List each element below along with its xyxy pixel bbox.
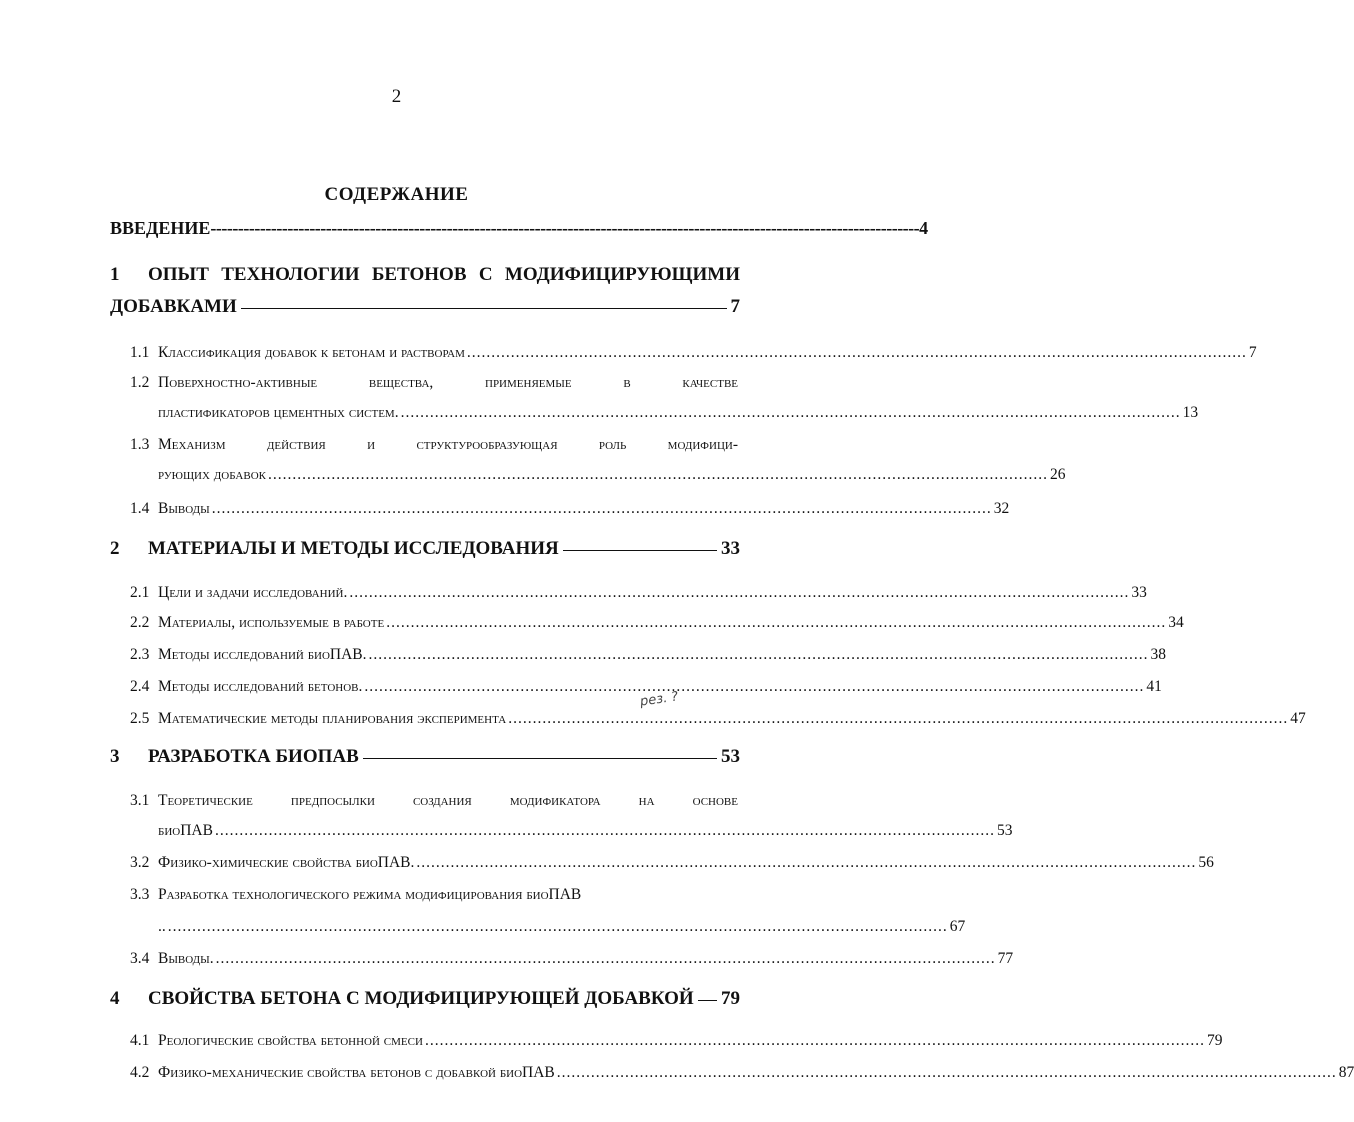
chapter-title: РАЗРАБОТКА БИОПАВ — [148, 746, 359, 767]
section-title: Механизм действия и структурообразующая роль модифици- — [158, 436, 738, 453]
chapter-number: 2 — [110, 538, 120, 559]
section-title: Теоретические предпосылки создания модификатора на основе — [158, 792, 738, 809]
section-number: 2.2 — [130, 614, 150, 631]
toc-chapter-1[interactable] — [110, 264, 740, 318]
section-title: Реологические свойства бетонной смеси — [158, 1032, 423, 1049]
section-number: 1.4 — [130, 500, 150, 517]
chapter-page: 79 — [721, 988, 740, 1009]
chapter-title: ОПЫТ ТЕХНОЛОГИИ БЕТОНОВ С МОДИФИЦИРУЮЩИМИ — [148, 264, 740, 285]
chapter-leader — [563, 550, 717, 551]
chapter-page: 7 — [730, 296, 740, 317]
section-dots: ................................................................................................................................................................ — [556, 1064, 1337, 1081]
section-page: 87 — [1338, 1064, 1354, 1081]
section-number: 2.3 — [130, 646, 150, 663]
section-page: 67 — [949, 918, 966, 935]
section-dots: ................................................................................................................................................................ — [386, 614, 1167, 631]
toc-section-2-3[interactable] — [130, 640, 1167, 670]
intro-page: 4 — [919, 218, 929, 238]
toc-chapter-3[interactable] — [110, 746, 740, 768]
section-number: 1.1 — [130, 344, 150, 361]
section-dots: ................................................................................................................................................................ — [508, 710, 1289, 727]
toc-chapter-4[interactable] — [110, 988, 740, 1010]
intro-label: ВВЕДЕНИЕ — [110, 218, 211, 238]
section-page: 32 — [993, 500, 1010, 517]
section-number: 2.5 — [130, 710, 150, 727]
toc-section-1-1[interactable] — [130, 338, 1257, 368]
section-dots: ................................................................................................................................................................ — [215, 950, 996, 967]
section-title-cont: рующих добавок — [158, 466, 266, 483]
section-title: Выводы — [158, 500, 210, 517]
section-page: 77 — [997, 950, 1014, 967]
section-title: Математические методы планирования эксперимента — [158, 710, 507, 727]
toc-intro[interactable] — [110, 218, 929, 239]
section-title-cont: пластификаторов цементных систем. — [158, 404, 399, 421]
section-page: 34 — [1168, 614, 1184, 631]
section-page: 47 — [1290, 710, 1306, 727]
chapter-number: 4 — [110, 988, 120, 1009]
toc-section-1-3[interactable] — [130, 430, 1066, 490]
section-title: Поверхностно-активные вещества, применяемые в качестве — [158, 374, 738, 391]
section-dots: ................................................................................................................................................................ — [400, 404, 1181, 421]
page-title: СОДЕРЖАНИЕ — [324, 184, 469, 205]
toc-section-3-2[interactable] — [130, 848, 1214, 878]
section-number: 3.2 — [130, 854, 150, 871]
section-page: 53 — [996, 822, 1013, 839]
section-page: 26 — [1049, 466, 1066, 483]
section-number: 2.4 — [130, 678, 150, 695]
section-page: 7 — [1248, 344, 1257, 361]
section-page: 56 — [1198, 854, 1214, 871]
toc-section-3-1[interactable] — [130, 786, 1013, 846]
section-title: Методы исследований биоПАВ. — [158, 646, 367, 663]
section-dots: ................................................................................................................................................................ — [211, 500, 992, 517]
section-number: 4.2 — [130, 1064, 150, 1081]
toc-section-4-2[interactable] — [130, 1058, 1354, 1088]
section-title-cont: .. — [158, 918, 166, 935]
section-dots: ................................................................................................................................................................ — [416, 854, 1197, 871]
toc-section-2-2[interactable] — [130, 608, 1184, 638]
section-number: 3.3 — [130, 886, 150, 903]
handwritten-note: рез. ? — [639, 689, 680, 710]
section-dots: ................................................................................................................................................................ — [364, 678, 1145, 695]
section-number: 4.1 — [130, 1032, 150, 1049]
section-title-cont: биоПАВ — [158, 822, 213, 839]
section-dots: ................................................................................................................................................................ — [267, 466, 1048, 483]
toc-section-4-1[interactable] — [130, 1026, 1223, 1056]
chapter-leader — [698, 1000, 717, 1001]
section-number: 3.4 — [130, 950, 150, 967]
toc-chapter-2[interactable] — [110, 538, 740, 560]
toc-section-2-1[interactable] — [130, 578, 1147, 608]
chapter-leader — [363, 758, 717, 759]
section-dots: ................................................................................................................................................................ — [214, 822, 995, 839]
section-page: 38 — [1150, 646, 1167, 663]
section-title: Физико-химические свойства биоПАВ. — [158, 854, 415, 871]
chapter-page: 53 — [721, 746, 740, 767]
toc-section-3-3[interactable] — [130, 880, 966, 942]
section-title: Методы исследований бетонов. — [158, 678, 363, 695]
section-title: Выводы. — [158, 950, 214, 967]
chapter-title: МАТЕРИАЛЫ И МЕТОДЫ ИССЛЕДОВАНИЯ — [148, 538, 559, 559]
section-page: 41 — [1146, 678, 1162, 695]
section-title: Классификация добавок к бетонам и растворам — [158, 344, 465, 361]
section-title: Разработка технологического режима модифицирования биоПАВ — [158, 886, 582, 903]
section-title: Физико-механические свойства бетонов с добавкой биоПАВ — [158, 1064, 555, 1081]
chapter-page: 33 — [721, 538, 740, 559]
toc-section-1-2[interactable] — [130, 368, 1199, 428]
section-title: Цели и задачи исследований. — [158, 584, 348, 601]
section-page: 79 — [1206, 1032, 1223, 1049]
section-number: 3.1 — [130, 792, 150, 809]
section-title: Материалы, используемые в работе — [158, 614, 385, 631]
chapter-title: СВОЙСТВА БЕТОНА С МОДИФИЦИРУЮЩЕЙ ДОБАВКОЙ — [148, 988, 694, 1009]
section-page: 13 — [1182, 404, 1199, 421]
toc-section-1-4[interactable] — [130, 494, 1010, 524]
section-dots: ................................................................................................................................................................ — [466, 344, 1247, 361]
section-dots: ................................................................................................................................................................ — [368, 646, 1149, 663]
section-dots: ................................................................................................................................................................ — [424, 1032, 1205, 1049]
section-dots: ................................................................................................................................................................ — [167, 918, 948, 935]
toc-section-3-4[interactable] — [130, 944, 1014, 974]
chapter-title-cont: ДОБАВКАМИ — [110, 296, 237, 317]
chapter-number: 1 — [110, 264, 120, 285]
intro-fill: --------------------------------------------------------------------------------------------------------------------------------- — [210, 218, 920, 238]
section-number: 1.3 — [130, 436, 150, 453]
section-number: 2.1 — [130, 584, 150, 601]
chapter-leader — [241, 308, 727, 309]
section-dots: ................................................................................................................................................................ — [349, 584, 1130, 601]
section-number: 1.2 — [130, 374, 150, 391]
chapter-number: 3 — [110, 746, 120, 767]
page-number: 2 — [391, 86, 402, 107]
section-page: 33 — [1131, 584, 1147, 601]
